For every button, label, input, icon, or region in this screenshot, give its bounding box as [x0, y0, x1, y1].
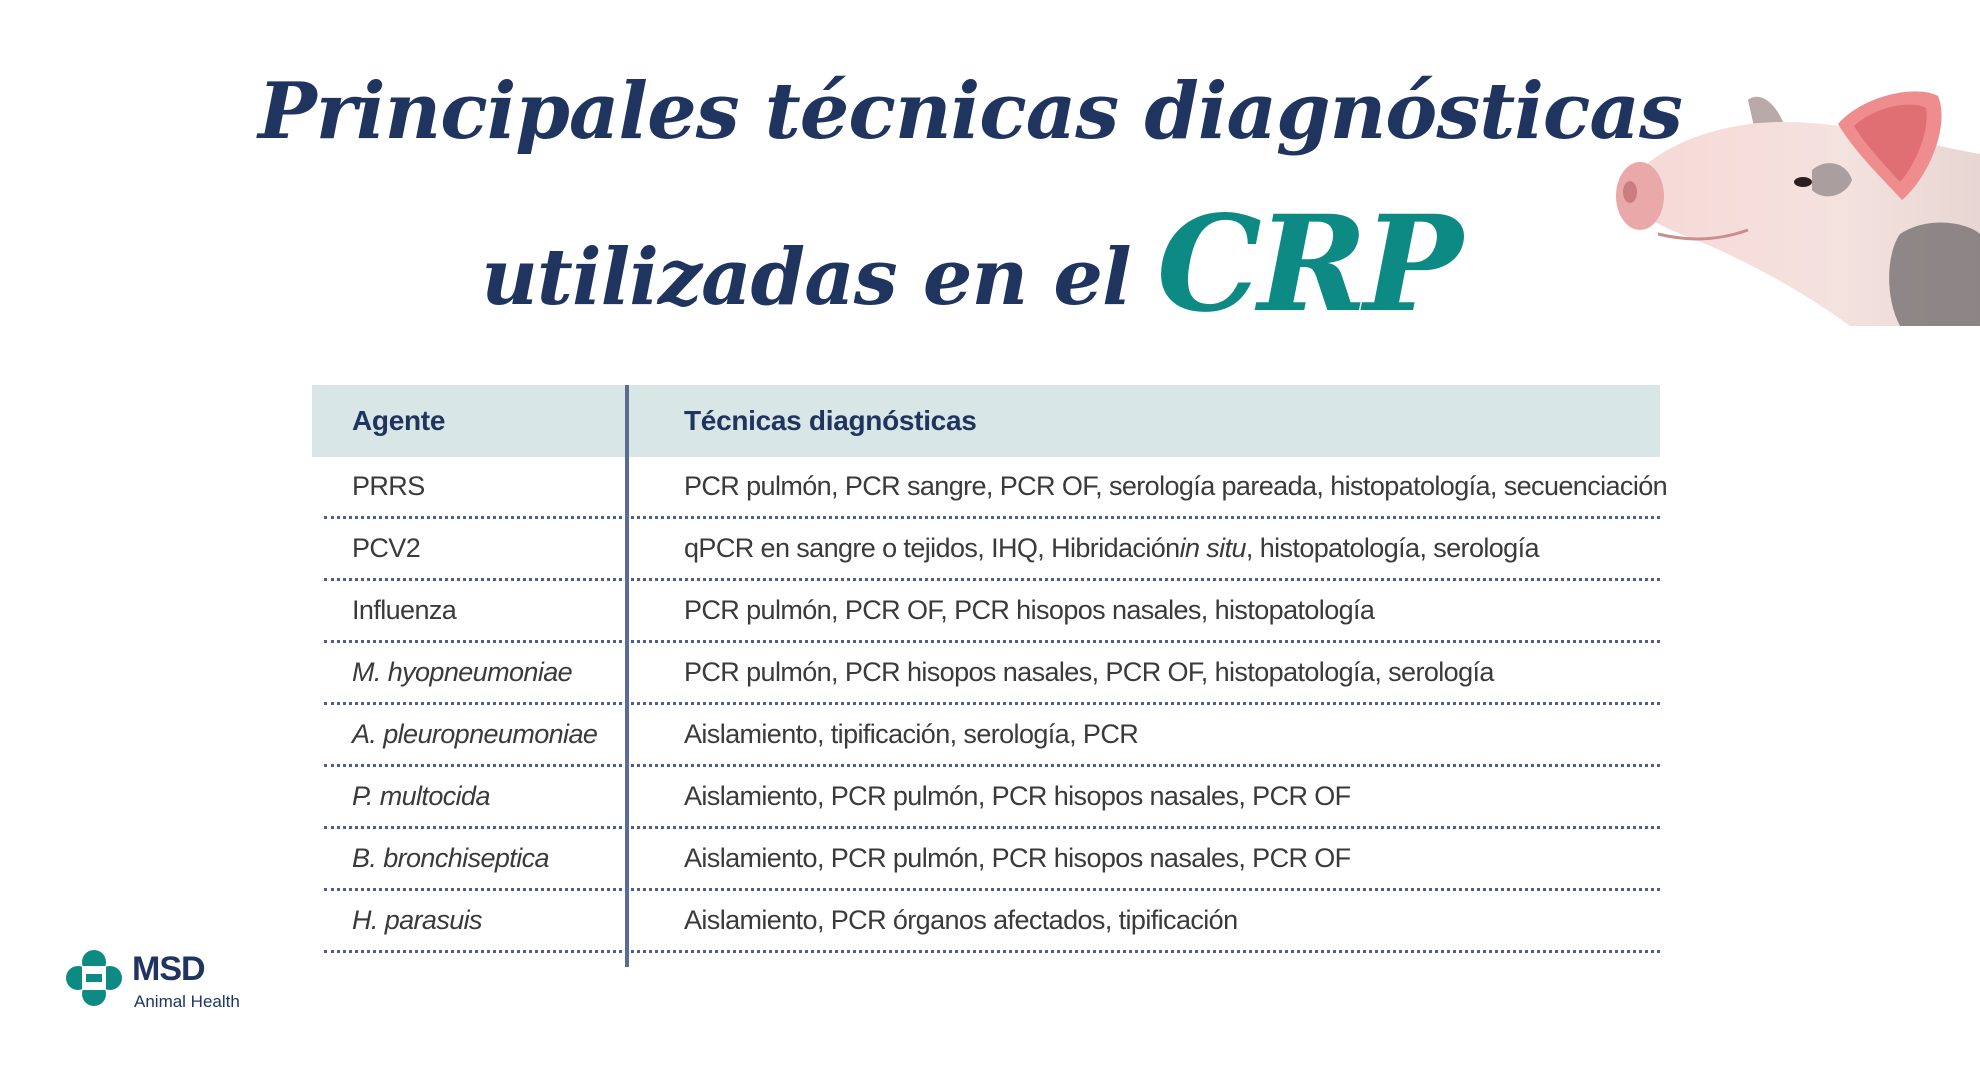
- column-divider: [625, 385, 629, 967]
- msd-logo: [66, 948, 286, 1018]
- title-prefix: utilizadas en el: [481, 232, 1131, 323]
- row-techniques: Aislamiento, PCR pulmón, PCR hisopos nasales, PCR OF: [684, 780, 1351, 811]
- row-techniques: PCR pulmón, PCR hisopos nasales, PCR OF, histopatología, serología: [684, 656, 1494, 687]
- table-row: [312, 517, 1660, 579]
- page-title-line1: Principales técnicas diagnósticas: [258, 66, 1682, 157]
- row-techniques: Aislamiento, PCR pulmón, PCR hisopos nasales, PCR OF: [684, 842, 1351, 873]
- table-header-row: [312, 390, 1660, 452]
- row-agent: A. pleuropneumoniae: [352, 718, 598, 749]
- row-agent: PCV2: [352, 532, 421, 563]
- msd-logo-icon: [66, 950, 122, 1006]
- row-techniques: Aislamiento, PCR órganos afectados, tipificación: [684, 904, 1238, 935]
- row-agent: P. multocida: [352, 780, 490, 811]
- row-techniques: PCR pulmón, PCR OF, PCR hisopos nasales, histopatología: [684, 594, 1375, 625]
- title-crp: CRP: [1156, 187, 1459, 342]
- header-agent: Agente: [352, 405, 446, 436]
- table-row: [312, 641, 1660, 703]
- row-agent: Influenza: [352, 594, 457, 625]
- row-agent: B. bronchiseptica: [352, 842, 549, 873]
- row-agent: H. parasuis: [352, 904, 482, 935]
- table-row: [312, 703, 1660, 765]
- row-agent: PRRS: [352, 470, 425, 501]
- header-techniques: Técnicas diagnósticas: [684, 405, 977, 436]
- row-techniques: PCR pulmón, PCR sangre, PCR OF, serología pareada, histopatología, secuenciación: [684, 470, 1668, 501]
- table-row: [312, 889, 1660, 951]
- logo-subtitle: Animal Health: [134, 992, 240, 1011]
- table-row: [312, 765, 1660, 827]
- row-techniques: Aislamiento, tipificación, serología, PCR: [684, 718, 1139, 749]
- row-agent: M. hyopneumoniae: [352, 656, 573, 687]
- logo-name: MSD: [132, 950, 205, 988]
- table-row: [312, 455, 1668, 517]
- row-separator: [324, 950, 1660, 953]
- table-row: [312, 579, 1660, 641]
- table-row: [312, 827, 1660, 889]
- pig-icon: [1600, 84, 1980, 326]
- row-techniques: qPCR en sangre o tejidos, IHQ, Hibridación in situ , histopatología, serología: [684, 532, 1539, 563]
